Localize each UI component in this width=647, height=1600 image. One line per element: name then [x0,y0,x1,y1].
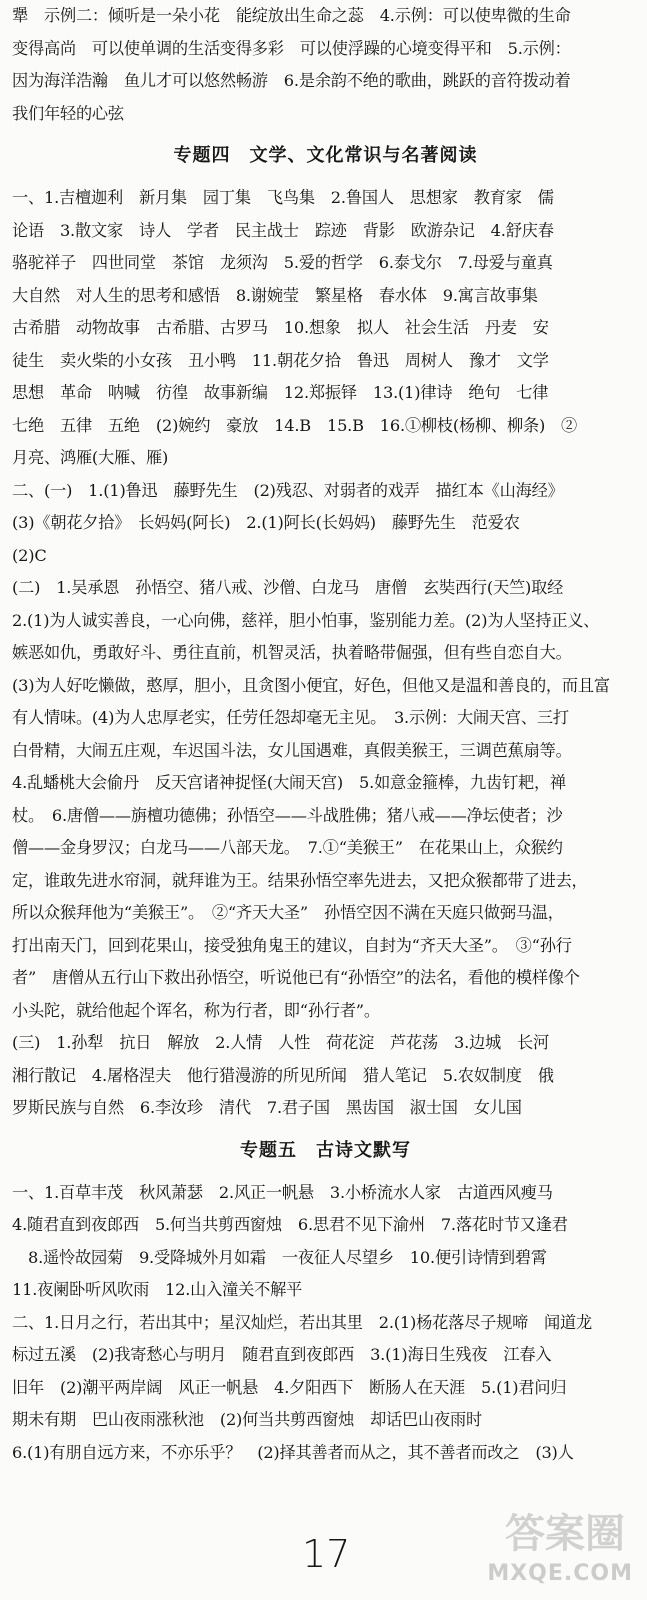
section-continued-answers [12,0,639,130]
text-line: 徒生 卖火柴的小女孩 丑小鸭 11.朝花夕拾 鲁迅 周树人 豫才 文学 [12,350,549,370]
text-line: (3)《朝花夕拾》 长妈妈(阿长) 2.(1)阿长(长妈妈) 藤野先生 范爱农 [12,513,520,532]
text-line: 嫉恶如仇，勇敢好斗、勇往直前，机智灵活，执着略带倔强，但有些自恋自大。 [12,643,572,662]
text-line: 有人情味。(4)为人忠厚老实，任劳任怨却毫无主见。 3.示例：大闹天宫、三打 [12,708,569,727]
heading-topic-4: 专题四 文学、文化常识与名著阅读 [173,145,478,166]
text-line: 4.随君直到夜郎西 5.何当共剪西窗烛 6.思君不见下渝州 7.落花时节又逢君 [12,1215,568,1234]
watermark-logo [449,1498,639,1590]
text-line: 二、(一) 1.(1)鲁迅 藤野先生 (2)残忍、对弱者的戏弄 描红本《山海经》 [12,480,564,500]
text-line: 期未有期 巴山夜雨涨秋池 (2)何当共剪西窗烛 却话巴山夜雨时 [12,1410,482,1429]
text-line: 2.(1)为人诚实善良，一心向佛，慈祥，胆小怕事，鉴别能力差。(2)为人坚持正义、 [12,610,600,630]
text-line: 湘行散记 4.屠格涅夫 他行猎漫游的所见所闻 猎人笔记 5.农奴制度 俄 [12,1065,554,1085]
text-line: 杖。 6.唐僧——旃檀功德佛；孙悟空——斗战胜佛；猪八戒——净坛使者；沙 [12,805,563,825]
text-line: 论语 3.散文家 诗人 学者 民主战士 踪迹 背影 欧游杂记 4.舒庆春 [12,220,554,240]
page-number: 17 [302,1532,351,1576]
watermark-top-text: 答案圈 [505,1511,625,1557]
text-line: 思想 革命 呐喊 彷徨 故事新编 12.郑振铎 13.(1)律诗 绝句 七律 [12,383,549,402]
text-line: 所以众猴拜他为“美猴王”。 ②“齐天大圣” 孙悟空因不满在天庭只做弼马温， [12,903,564,922]
watermark-bottom-text: MXQE.COM [487,1561,633,1586]
text-line: 者” 唐僧从五行山下救出孙悟空，听说他已有“孙悟空”的法名，看他的模样像个 [12,968,580,987]
text-line: 犟 示例二：倾听是一朵小花 能绽放出生命之蕊 4.示例：可以使卑微的生命 [12,6,571,25]
text-line: 二、1.日月之行，若出其中；星汉灿烂，若出其里 2.(1)杨花落尽子规啼 闻道龙 [12,1312,593,1332]
text-line: 僧——金身罗汉；白龙马——八部天龙。 7.①“美猴王” 在花果山上，众猴约 [12,838,563,857]
text-line: 七绝 五律 五绝 (2)婉约 豪放 14.B 15.B 16.①柳枝(杨柳、柳条) ② [12,415,578,435]
text-line: 一、1.百草丰茂 秋风萧瑟 2.风正一帆悬 3.小桥流水人家 古道西风瘦马 [12,1182,553,1202]
text-line: (二) 1.吴承恩 孙悟空、猪八戒、沙僧、白龙马 唐僧 玄奘西行(天竺)取经 [12,578,564,597]
text-line: 4.乱蟠桃大会偷丹 反天宫诸神捉怪(大闹天宫) 5.如意金箍棒，九齿钉耙，禅 [12,773,566,792]
text-line: (3)为人好吃懒做，憨厚，胆小，且贪图小便宜，好色，但他又是温和善良的，而且富 [12,675,610,695]
text-line: 标过五溪 (2)我寄愁心与明月 随君直到夜郎西 3.(1)海日生残夜 江春入 [12,1345,552,1364]
text-line: 定，谁敢先进水帘洞，就拜谁为王。结果孙悟空率先进去，又把众猴都带了进去， [12,870,588,890]
text-line: 月亮、鸿雁(大雁、雁) [12,448,169,467]
text-line: 骆驼祥子 四世同堂 茶馆 龙须沟 5.爱的哲学 6.泰戈尔 7.母爱与童真 [12,253,553,272]
text-line: 古希腊 动物故事 古希腊、古罗马 10.想象 拟人 社会生活 丹麦 安 [12,318,549,337]
text-line: 我们年轻的心弦 [12,103,124,123]
text-line: 大自然 对人生的思考和感悟 8.谢婉莹 繁星格 春水体 9.寓言故事集 [12,285,538,305]
text-line: 因为海洋浩瀚 鱼儿才可以悠然畅游 6.是余韵不绝的歌曲，跳跃的音符拨动着 [12,71,571,90]
text-line: 白骨精，大闹五庄观，车迟国斗法，女儿国遇难，真假美猴王，三调芭蕉扇等。 [12,740,572,760]
section-topic-4-answers [12,182,639,1125]
text-line: 打出南天门，回到花果山，接受独角鬼王的建议，自封为“齐天大圣”。 ③“孙行 [12,935,572,955]
text-line: 6.(1)有朋自远方来，不亦乐乎？ (2)择其善者而从之，其不善者而改之 (3)人 [12,1442,574,1462]
text-line: 11.夜阑卧听风吹雨 12.山入潼关不解平 [12,1280,303,1299]
text-line: 旧年 (2)潮平两岸阔 风正一帆悬 4.夕阳西下 断肠人在天涯 5.(1)君问归 [12,1377,567,1397]
text-line: (三) 1.孙犁 抗日 解放 2.人情 人性 荷花淀 芦花荡 3.边城 长河 [12,1033,549,1052]
text-line: 8.遥怜故园菊 9.受降城外月如霜 一夜征人尽望乡 10.便引诗情到碧霄 [12,1247,547,1267]
text-line: (2)C [12,545,47,565]
text-line: 变得高尚 可以使单调的生活变得多彩 可以使浮躁的心境变得平和 5.示例： [12,38,571,58]
text-line: 小头陀，就给他起个诨名，称为行者，即“孙行者”。 [12,1000,380,1020]
answer-page [12,0,639,1469]
heading-topic-5: 专题五 古诗文默写 [240,1139,411,1161]
section-topic-5-answers [12,1177,639,1470]
text-line: 一、1.吉檀迦利 新月集 园丁集 飞鸟集 2.鲁国人 思想家 教育家 儒 [12,188,554,207]
text-line: 罗斯民族与自然 6.李汝珍 清代 7.君子国 黑齿国 淑士国 女儿国 [12,1098,522,1117]
